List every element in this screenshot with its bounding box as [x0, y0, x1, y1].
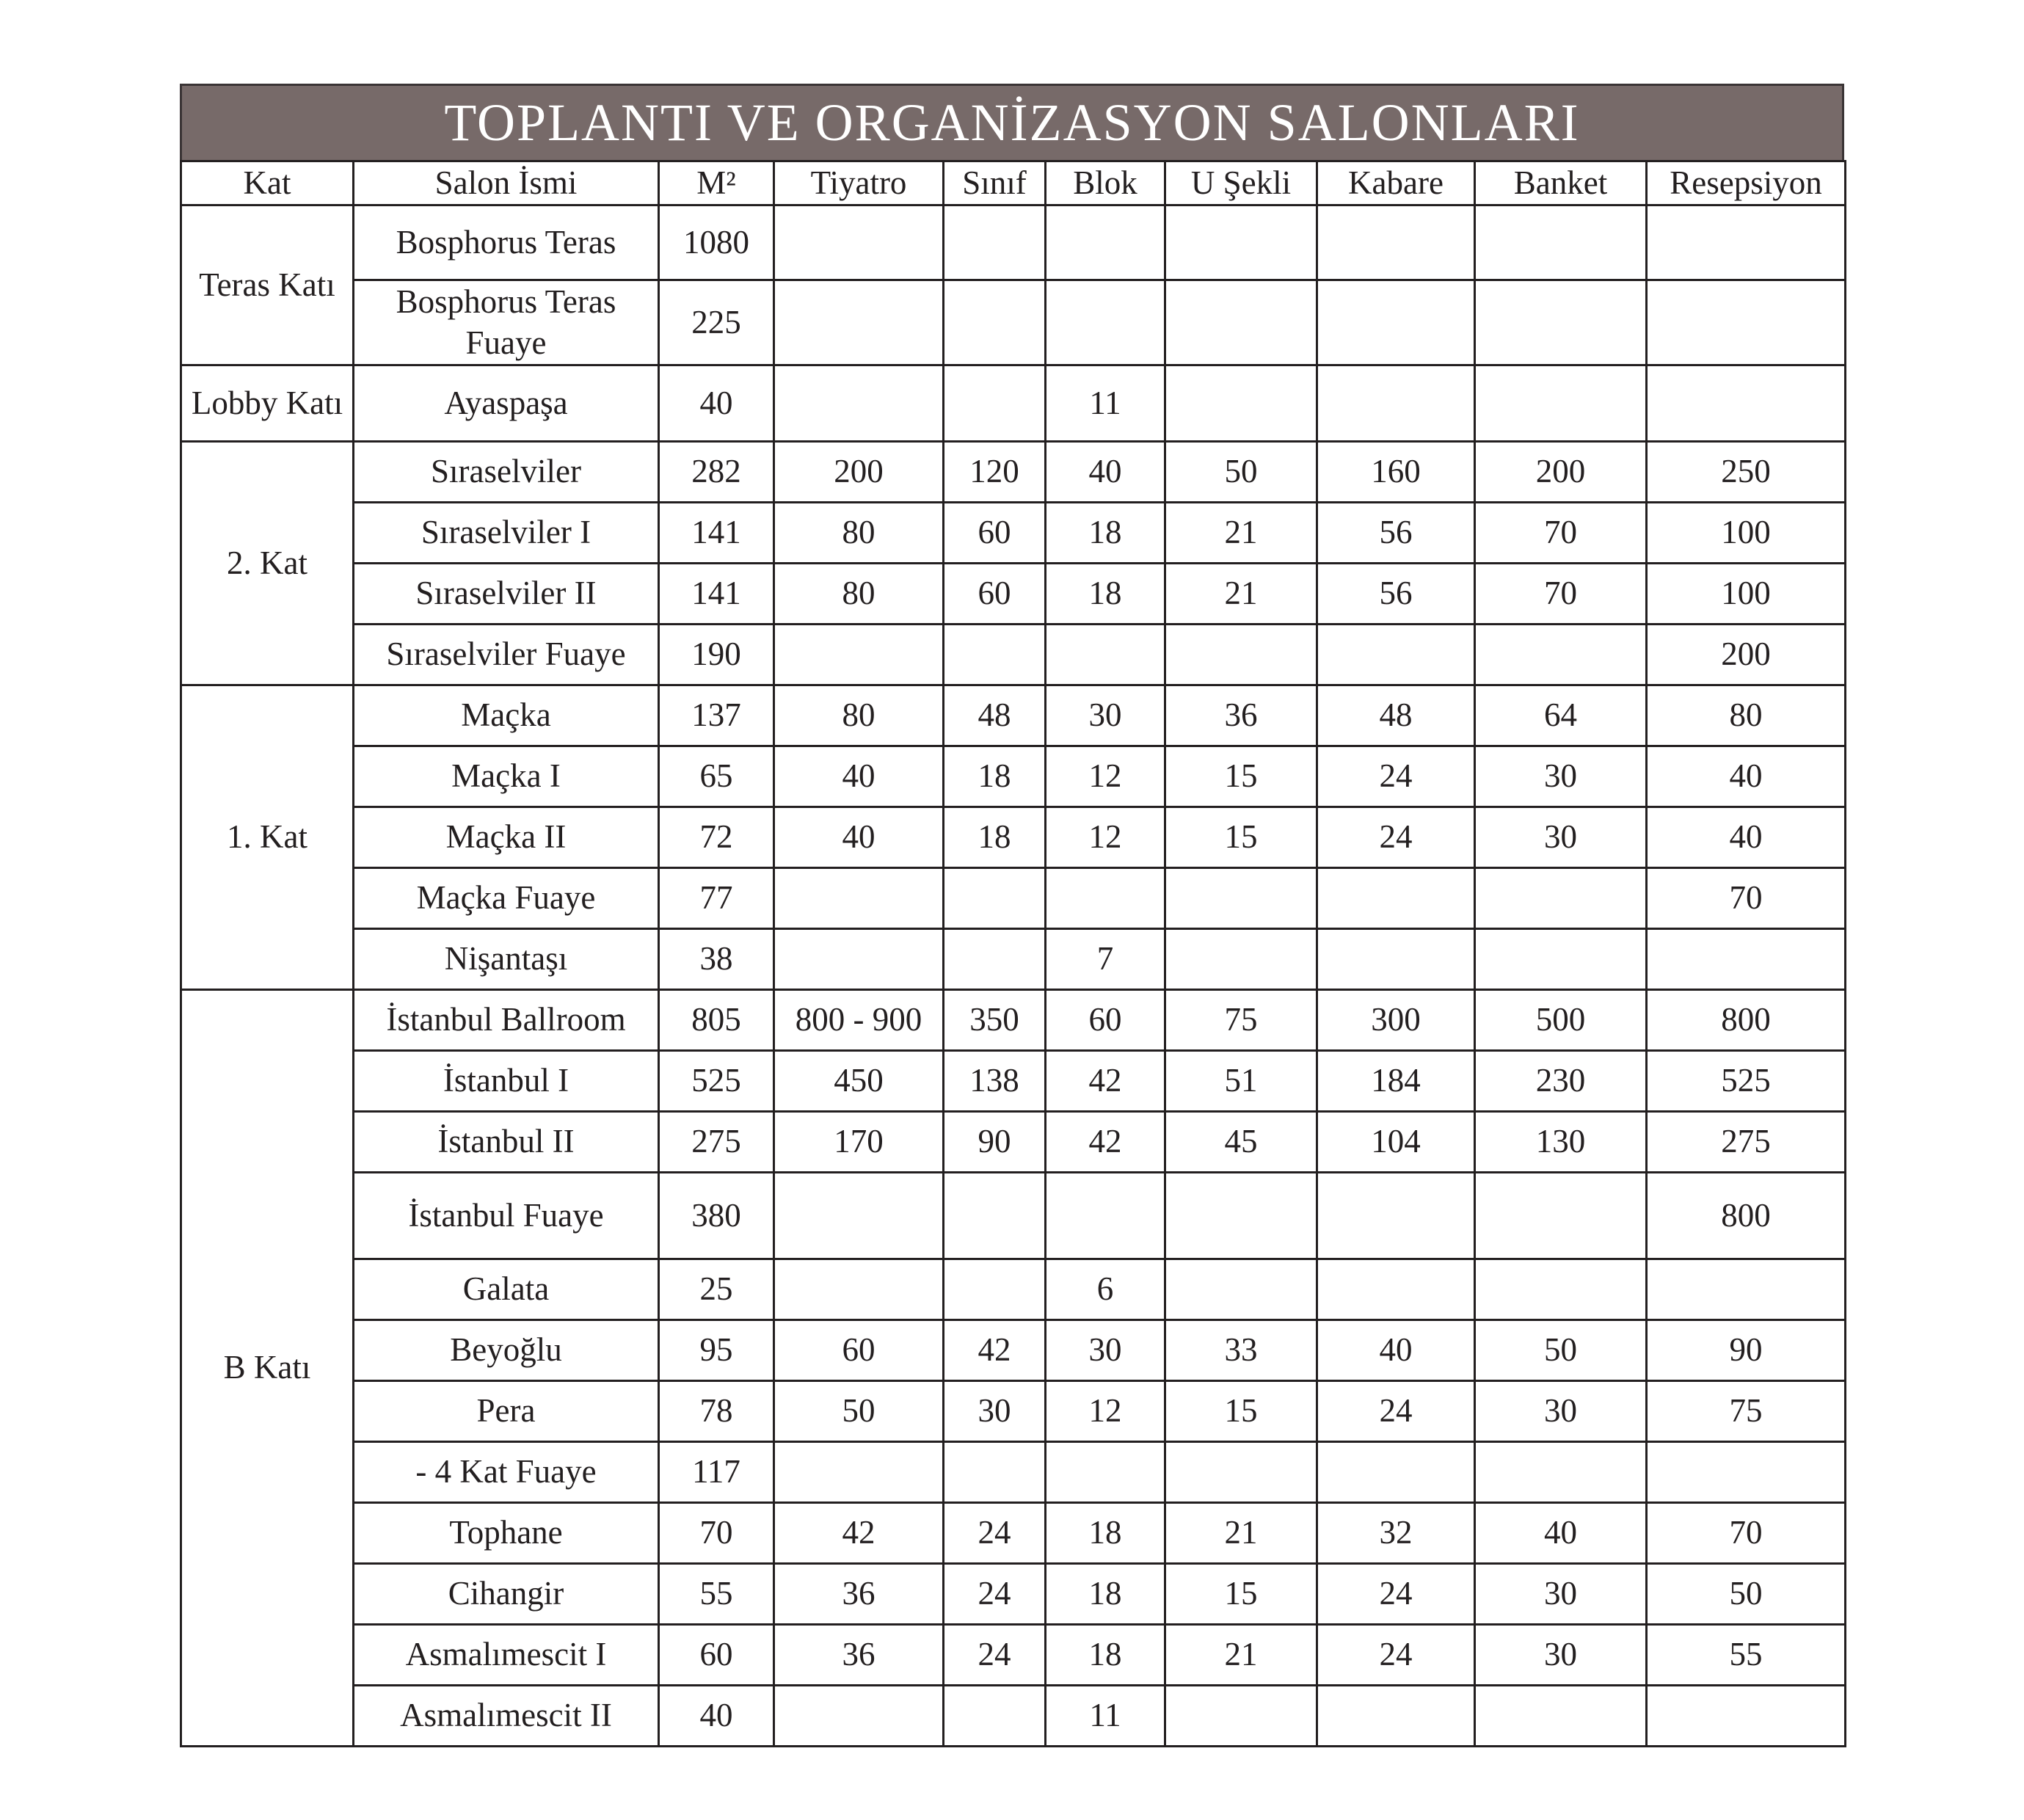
tiyatro-cell: 50 — [774, 1380, 944, 1441]
u-sekli-cell — [1165, 205, 1317, 280]
banket-cell — [1475, 928, 1647, 989]
column-header: U Şekli — [1165, 161, 1317, 205]
resepsiyon-cell: 525 — [1647, 1050, 1846, 1111]
resepsiyon-cell — [1647, 1259, 1846, 1320]
sinif-cell: 90 — [944, 1111, 1046, 1172]
room-name-cell: Bosphorus Teras — [354, 205, 659, 280]
banket-cell: 70 — [1475, 502, 1647, 563]
table-row — [181, 1172, 1846, 1259]
m2-cell: 190 — [659, 624, 774, 685]
resepsiyon-cell: 275 — [1647, 1111, 1846, 1172]
kabare-cell — [1317, 1441, 1475, 1502]
table-row — [181, 1563, 1846, 1624]
table-row — [181, 1320, 1846, 1380]
resepsiyon-cell: 50 — [1647, 1563, 1846, 1624]
tiyatro-cell: 450 — [774, 1050, 944, 1111]
table-row — [181, 441, 1846, 502]
u-sekli-cell — [1165, 1441, 1317, 1502]
banket-cell: 200 — [1475, 441, 1647, 502]
sinif-cell: 24 — [944, 1502, 1046, 1563]
m2-cell: 60 — [659, 1624, 774, 1685]
kabare-cell: 56 — [1317, 502, 1475, 563]
room-name-cell: Maçka — [354, 685, 659, 746]
tiyatro-cell: 42 — [774, 1502, 944, 1563]
sinif-cell — [944, 867, 1046, 928]
room-name-cell: Asmalımescit I — [354, 1624, 659, 1685]
room-name-cell: İstanbul II — [354, 1111, 659, 1172]
column-header: M² — [659, 161, 774, 205]
banket-cell — [1475, 365, 1647, 441]
m2-cell: 72 — [659, 807, 774, 867]
tiyatro-cell — [774, 205, 944, 280]
u-sekli-cell: 21 — [1165, 563, 1317, 624]
kabare-cell — [1317, 365, 1475, 441]
blok-cell: 12 — [1046, 807, 1165, 867]
table-row — [181, 1050, 1846, 1111]
tiyatro-cell: 80 — [774, 502, 944, 563]
banket-cell — [1475, 1685, 1647, 1746]
kabare-cell — [1317, 867, 1475, 928]
m2-cell: 525 — [659, 1050, 774, 1111]
banket-cell — [1475, 205, 1647, 280]
table-row — [181, 1111, 1846, 1172]
table-row — [181, 365, 1846, 441]
resepsiyon-cell: 800 — [1647, 1172, 1846, 1259]
resepsiyon-cell — [1647, 1685, 1846, 1746]
sinif-cell — [944, 1259, 1046, 1320]
table-row — [181, 989, 1846, 1050]
resepsiyon-cell — [1647, 280, 1846, 365]
m2-cell: 55 — [659, 1563, 774, 1624]
table-row — [181, 624, 1846, 685]
resepsiyon-cell: 800 — [1647, 989, 1846, 1050]
m2-cell: 805 — [659, 989, 774, 1050]
resepsiyon-cell — [1647, 365, 1846, 441]
u-sekli-cell: 21 — [1165, 1502, 1317, 1563]
table-row — [181, 502, 1846, 563]
rooms-table — [180, 160, 1846, 1747]
resepsiyon-cell — [1647, 1441, 1846, 1502]
tiyatro-cell — [774, 1685, 944, 1746]
m2-cell: 95 — [659, 1320, 774, 1380]
tiyatro-cell: 80 — [774, 685, 944, 746]
blok-cell — [1046, 280, 1165, 365]
m2-cell: 40 — [659, 365, 774, 441]
resepsiyon-cell — [1647, 928, 1846, 989]
sinif-cell: 18 — [944, 746, 1046, 807]
column-header: Resepsiyon — [1647, 161, 1846, 205]
tiyatro-cell: 36 — [774, 1563, 944, 1624]
tiyatro-cell — [774, 280, 944, 365]
sinif-cell: 42 — [944, 1320, 1046, 1380]
m2-cell: 38 — [659, 928, 774, 989]
banket-cell — [1475, 1172, 1647, 1259]
table-row — [181, 685, 1846, 746]
banket-cell: 130 — [1475, 1111, 1647, 1172]
tiyatro-cell — [774, 867, 944, 928]
blok-cell — [1046, 1172, 1165, 1259]
banket-cell: 230 — [1475, 1050, 1647, 1111]
blok-cell — [1046, 205, 1165, 280]
sinif-cell: 350 — [944, 989, 1046, 1050]
blok-cell: 40 — [1046, 441, 1165, 502]
blok-cell: 42 — [1046, 1050, 1165, 1111]
banket-cell: 64 — [1475, 685, 1647, 746]
u-sekli-cell — [1165, 624, 1317, 685]
resepsiyon-cell: 100 — [1647, 502, 1846, 563]
table-row — [181, 807, 1846, 867]
sinif-cell — [944, 1172, 1046, 1259]
kabare-cell: 24 — [1317, 746, 1475, 807]
u-sekli-cell: 45 — [1165, 1111, 1317, 1172]
kabare-cell: 24 — [1317, 1624, 1475, 1685]
u-sekli-cell: 50 — [1165, 441, 1317, 502]
blok-cell — [1046, 624, 1165, 685]
kabare-cell — [1317, 280, 1475, 365]
banket-cell: 40 — [1475, 1502, 1647, 1563]
m2-cell: 137 — [659, 685, 774, 746]
tiyatro-cell: 200 — [774, 441, 944, 502]
kabare-cell: 160 — [1317, 441, 1475, 502]
m2-cell: 1080 — [659, 205, 774, 280]
tiyatro-cell — [774, 624, 944, 685]
banket-cell — [1475, 1259, 1647, 1320]
u-sekli-cell: 33 — [1165, 1320, 1317, 1380]
resepsiyon-cell: 70 — [1647, 1502, 1846, 1563]
blok-cell: 30 — [1046, 685, 1165, 746]
sinif-cell: 18 — [944, 807, 1046, 867]
kabare-cell — [1317, 1685, 1475, 1746]
sinif-cell: 30 — [944, 1380, 1046, 1441]
kabare-cell: 40 — [1317, 1320, 1475, 1380]
kabare-cell: 300 — [1317, 989, 1475, 1050]
banket-cell: 500 — [1475, 989, 1647, 1050]
sinif-cell: 60 — [944, 502, 1046, 563]
tiyatro-cell: 80 — [774, 563, 944, 624]
room-name-cell: Maçka II — [354, 807, 659, 867]
blok-cell: 11 — [1046, 1685, 1165, 1746]
resepsiyon-cell: 200 — [1647, 624, 1846, 685]
resepsiyon-cell: 100 — [1647, 563, 1846, 624]
blok-cell: 60 — [1046, 989, 1165, 1050]
banket-cell — [1475, 624, 1647, 685]
blok-cell: 18 — [1046, 502, 1165, 563]
sinif-cell: 60 — [944, 563, 1046, 624]
tiyatro-cell: 40 — [774, 807, 944, 867]
blok-cell: 18 — [1046, 1624, 1165, 1685]
floor-cell: 2. Kat — [181, 441, 354, 685]
u-sekli-cell — [1165, 280, 1317, 365]
room-name-cell: İstanbul Fuaye — [354, 1172, 659, 1259]
blok-cell — [1046, 867, 1165, 928]
room-name-cell: İstanbul Ballroom — [354, 989, 659, 1050]
room-name-cell: Pera — [354, 1380, 659, 1441]
m2-cell: 282 — [659, 441, 774, 502]
resepsiyon-cell — [1647, 205, 1846, 280]
floor-cell: 1. Kat — [181, 685, 354, 989]
tiyatro-cell: 170 — [774, 1111, 944, 1172]
resepsiyon-cell: 250 — [1647, 441, 1846, 502]
m2-cell: 141 — [659, 502, 774, 563]
sinif-cell — [944, 1685, 1046, 1746]
kabare-cell: 24 — [1317, 1380, 1475, 1441]
table-row — [181, 1685, 1846, 1746]
blok-cell: 30 — [1046, 1320, 1165, 1380]
kabare-cell — [1317, 205, 1475, 280]
kabare-cell — [1317, 928, 1475, 989]
table-row — [181, 867, 1846, 928]
room-name-cell: Sıraselviler — [354, 441, 659, 502]
u-sekli-cell: 15 — [1165, 1380, 1317, 1441]
u-sekli-cell: 51 — [1165, 1050, 1317, 1111]
sinif-cell — [944, 1441, 1046, 1502]
column-header: Salon İsmi — [354, 161, 659, 205]
room-name-cell: Tophane — [354, 1502, 659, 1563]
u-sekli-cell — [1165, 867, 1317, 928]
resepsiyon-cell: 70 — [1647, 867, 1846, 928]
tiyatro-cell — [774, 1441, 944, 1502]
kabare-cell: 56 — [1317, 563, 1475, 624]
kabare-cell — [1317, 1172, 1475, 1259]
banket-cell: 50 — [1475, 1320, 1647, 1380]
u-sekli-cell — [1165, 1259, 1317, 1320]
sinif-cell: 138 — [944, 1050, 1046, 1111]
column-header: Kat — [181, 161, 354, 205]
blok-cell: 42 — [1046, 1111, 1165, 1172]
tiyatro-cell: 36 — [774, 1624, 944, 1685]
banket-cell: 30 — [1475, 1380, 1647, 1441]
blok-cell: 12 — [1046, 746, 1165, 807]
m2-cell: 380 — [659, 1172, 774, 1259]
banket-cell — [1475, 867, 1647, 928]
table-body — [181, 205, 1846, 1747]
u-sekli-cell: 15 — [1165, 807, 1317, 867]
m2-cell: 70 — [659, 1502, 774, 1563]
floor-cell: Teras Katı — [181, 205, 354, 365]
kabare-cell: 104 — [1317, 1111, 1475, 1172]
column-header: Blok — [1046, 161, 1165, 205]
u-sekli-cell — [1165, 1685, 1317, 1746]
tiyatro-cell — [774, 1172, 944, 1259]
table-row — [181, 928, 1846, 989]
kabare-cell: 24 — [1317, 1563, 1475, 1624]
u-sekli-cell: 15 — [1165, 1563, 1317, 1624]
blok-cell: 11 — [1046, 365, 1165, 441]
sinif-cell: 24 — [944, 1563, 1046, 1624]
sinif-cell — [944, 280, 1046, 365]
room-name-cell: İstanbul I — [354, 1050, 659, 1111]
tiyatro-cell — [774, 928, 944, 989]
banket-cell — [1475, 280, 1647, 365]
table-row — [181, 280, 1846, 365]
table-row — [181, 1259, 1846, 1320]
blok-cell: 18 — [1046, 1563, 1165, 1624]
sinif-cell — [944, 365, 1046, 441]
floor-cell: Lobby Katı — [181, 365, 354, 441]
banket-cell: 30 — [1475, 1563, 1647, 1624]
header-row — [181, 161, 1846, 205]
m2-cell: 275 — [659, 1111, 774, 1172]
banket-cell — [1475, 1441, 1647, 1502]
kabare-cell: 184 — [1317, 1050, 1475, 1111]
sinif-cell: 120 — [944, 441, 1046, 502]
blok-cell: 12 — [1046, 1380, 1165, 1441]
column-header: Sınıf — [944, 161, 1046, 205]
u-sekli-cell: 15 — [1165, 746, 1317, 807]
resepsiyon-cell: 80 — [1647, 685, 1846, 746]
tiyatro-cell: 800 - 900 — [774, 989, 944, 1050]
room-name-cell: Sıraselviler II — [354, 563, 659, 624]
room-name-cell: Bosphorus Teras Fuaye — [354, 280, 659, 365]
m2-cell: 40 — [659, 1685, 774, 1746]
resepsiyon-cell: 75 — [1647, 1380, 1846, 1441]
resepsiyon-cell: 90 — [1647, 1320, 1846, 1380]
table-row — [181, 1441, 1846, 1502]
room-name-cell: Galata — [354, 1259, 659, 1320]
u-sekli-cell — [1165, 1172, 1317, 1259]
sinif-cell: 48 — [944, 685, 1046, 746]
sinif-cell — [944, 624, 1046, 685]
table-row — [181, 1624, 1846, 1685]
kabare-cell — [1317, 624, 1475, 685]
banket-cell: 30 — [1475, 807, 1647, 867]
tiyatro-cell: 40 — [774, 746, 944, 807]
room-name-cell: Beyoğlu — [354, 1320, 659, 1380]
room-name-cell: - 4 Kat Fuaye — [354, 1441, 659, 1502]
table-row — [181, 1502, 1846, 1563]
room-name-cell: Maçka I — [354, 746, 659, 807]
room-name-cell: Ayaspaşa — [354, 365, 659, 441]
u-sekli-cell: 36 — [1165, 685, 1317, 746]
floor-cell: B Katı — [181, 989, 354, 1746]
room-name-cell: Asmalımescit II — [354, 1685, 659, 1746]
table-row — [181, 1380, 1846, 1441]
blok-cell — [1046, 1441, 1165, 1502]
m2-cell: 65 — [659, 746, 774, 807]
table-row — [181, 563, 1846, 624]
resepsiyon-cell: 40 — [1647, 746, 1846, 807]
blok-cell: 7 — [1046, 928, 1165, 989]
u-sekli-cell: 21 — [1165, 502, 1317, 563]
m2-cell: 77 — [659, 867, 774, 928]
blok-cell: 6 — [1046, 1259, 1165, 1320]
blok-cell: 18 — [1046, 563, 1165, 624]
blok-cell: 18 — [1046, 1502, 1165, 1563]
column-header: Banket — [1475, 161, 1647, 205]
rooms-sheet — [180, 84, 1844, 1747]
room-name-cell: Cihangir — [354, 1563, 659, 1624]
tiyatro-cell — [774, 1259, 944, 1320]
banket-cell: 30 — [1475, 1624, 1647, 1685]
kabare-cell — [1317, 1259, 1475, 1320]
u-sekli-cell: 75 — [1165, 989, 1317, 1050]
sinif-cell — [944, 205, 1046, 280]
banket-cell: 70 — [1475, 563, 1647, 624]
banket-cell: 30 — [1475, 746, 1647, 807]
m2-cell: 225 — [659, 280, 774, 365]
tiyatro-cell: 60 — [774, 1320, 944, 1380]
u-sekli-cell — [1165, 928, 1317, 989]
room-name-cell: Sıraselviler Fuaye — [354, 624, 659, 685]
kabare-cell: 48 — [1317, 685, 1475, 746]
tiyatro-cell — [774, 365, 944, 441]
page-title: TOPLANTI VE ORGANİZASYON SALONLARI — [180, 84, 1844, 160]
column-header: Tiyatro — [774, 161, 944, 205]
room-name-cell: Sıraselviler I — [354, 502, 659, 563]
u-sekli-cell — [1165, 365, 1317, 441]
resepsiyon-cell: 55 — [1647, 1624, 1846, 1685]
table-row — [181, 205, 1846, 280]
room-name-cell: Nişantaşı — [354, 928, 659, 989]
m2-cell: 78 — [659, 1380, 774, 1441]
room-name-cell: Maçka Fuaye — [354, 867, 659, 928]
resepsiyon-cell: 40 — [1647, 807, 1846, 867]
table-row — [181, 746, 1846, 807]
m2-cell: 141 — [659, 563, 774, 624]
kabare-cell: 32 — [1317, 1502, 1475, 1563]
u-sekli-cell: 21 — [1165, 1624, 1317, 1685]
m2-cell: 117 — [659, 1441, 774, 1502]
kabare-cell: 24 — [1317, 807, 1475, 867]
sinif-cell: 24 — [944, 1624, 1046, 1685]
sinif-cell — [944, 928, 1046, 989]
m2-cell: 25 — [659, 1259, 774, 1320]
column-header: Kabare — [1317, 161, 1475, 205]
